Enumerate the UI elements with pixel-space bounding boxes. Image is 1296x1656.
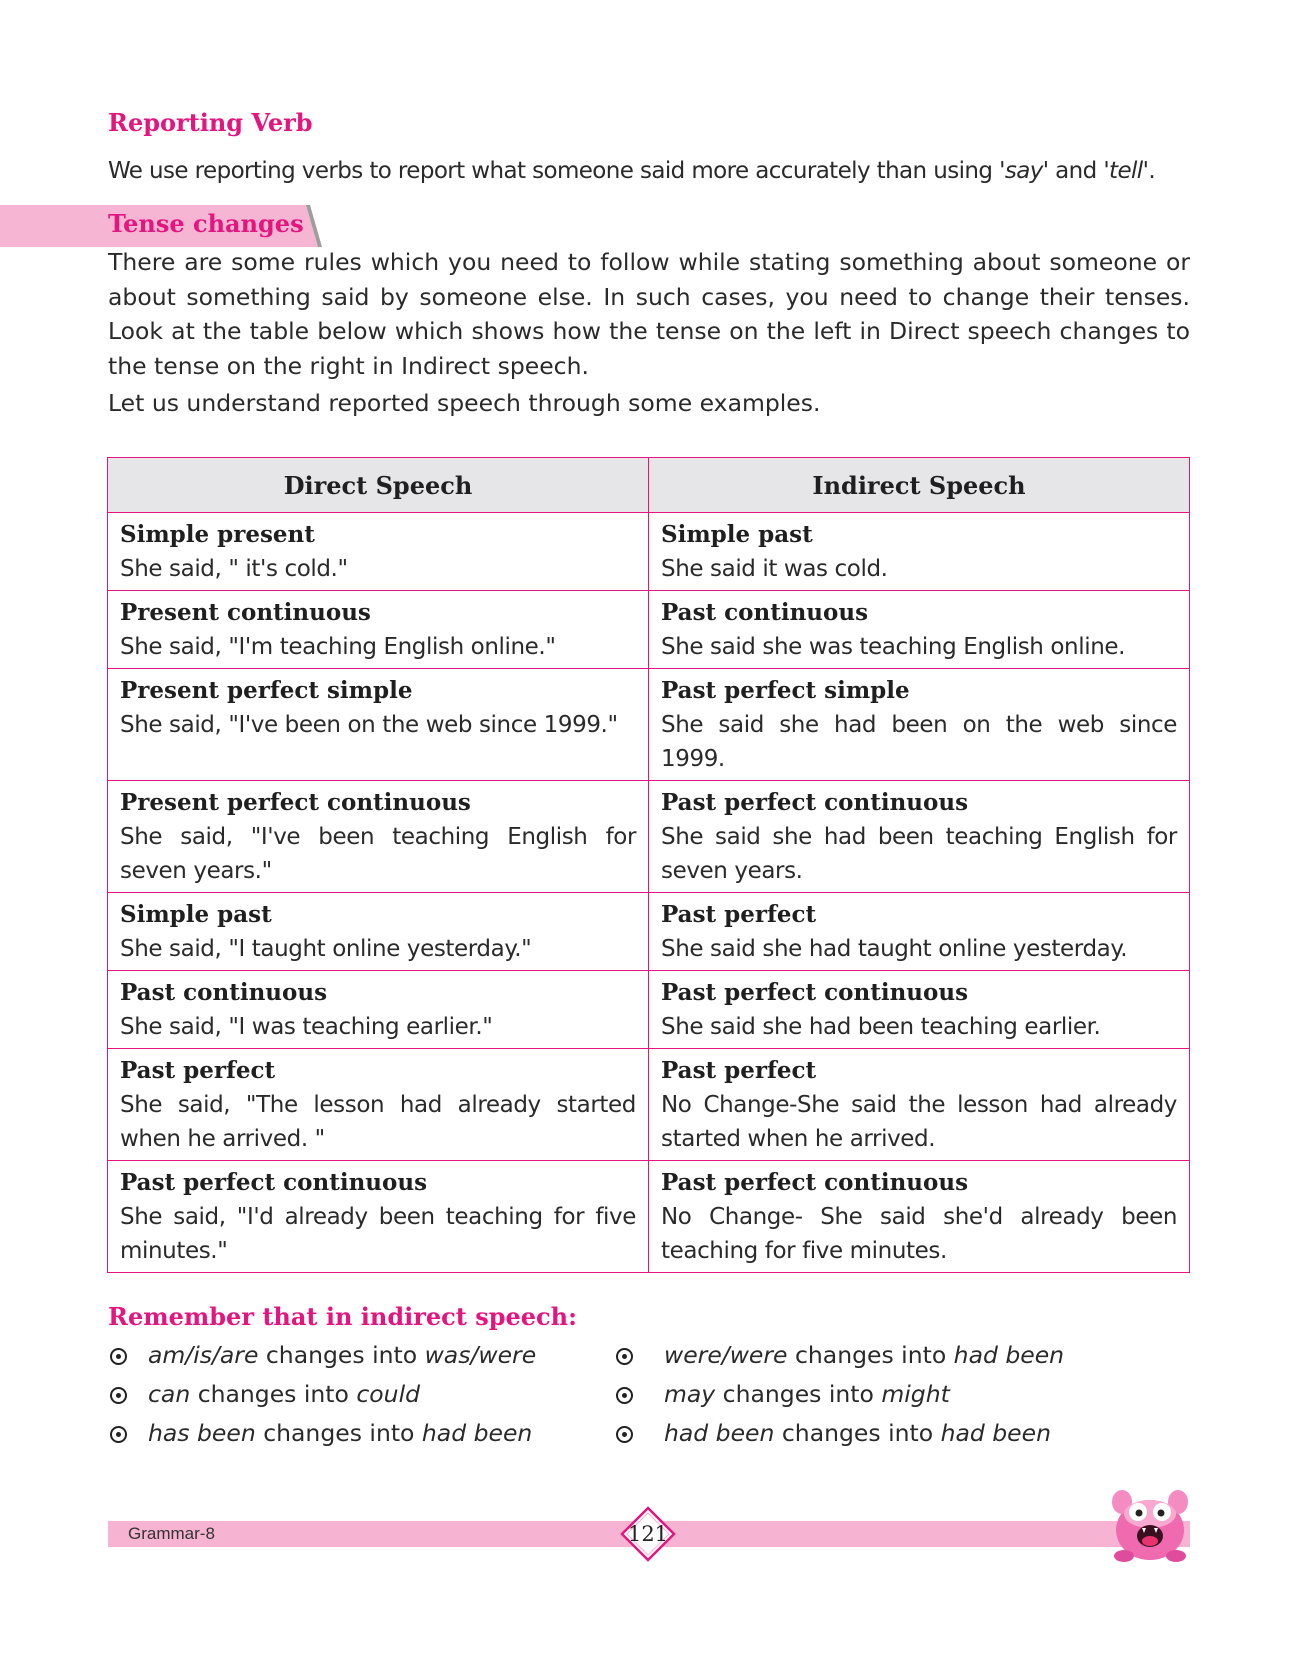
page-number: 121 [627,1522,669,1546]
bullet-circle-icon [110,1387,127,1404]
indirect-speech-cell [649,1161,1190,1273]
from-form: has been [148,1419,256,1447]
direct-example: She said, "I've been teaching English for seven years." [120,824,636,884]
remember-item [614,1375,1084,1414]
bullet-circle-icon [616,1426,633,1443]
tense-changes-heading: Tense changes [108,209,304,238]
changes-into-text: changes into [787,1341,954,1369]
direct-tense-name: Simple present [120,521,315,548]
monster-mascot-icon [1104,1480,1196,1568]
direct-speech-cell [108,513,649,591]
table-row [108,971,1190,1049]
direct-tense-name: Past continuous [120,979,328,1006]
direct-tense-name: Present continuous [120,599,371,626]
bullet-circle-icon [110,1426,127,1443]
indirect-example: No Change-She said the lesson had already started when he arrived. [661,1092,1177,1152]
direct-example: She said, "I was teaching earlier." [120,1014,493,1040]
header-direct-speech: Direct Speech [108,458,649,513]
indirect-speech-cell [649,669,1190,781]
indirect-example: She said it was cold. [661,556,888,582]
bullet-circle-icon [110,1348,127,1365]
remember-item [108,1336,578,1375]
reporting-text-part: '. [1142,158,1156,184]
table-header-row [108,458,1190,513]
direct-speech-cell [108,781,649,893]
from-form: can [148,1380,191,1408]
direct-example: She said, "I'm teaching English online." [120,634,556,660]
to-form: might [881,1380,950,1408]
table-row [108,781,1190,893]
bullet-circle-icon [616,1348,633,1365]
table-row [108,893,1190,971]
direct-tense-name: Present perfect continuous [120,789,471,816]
indirect-speech-cell [649,781,1190,893]
changes-into-text: changes into [774,1419,941,1447]
bullet-circle-icon [616,1387,633,1404]
from-form: were/were [664,1341,788,1369]
indirect-speech-cell [649,591,1190,669]
remember-heading: Remember that in indirect speech: [108,1302,577,1331]
indirect-tense-name: Past perfect continuous [661,789,969,816]
header-indirect-speech: Indirect Speech [649,458,1190,513]
direct-example: She said, "I taught online yesterday." [120,936,532,962]
word-say: say [1004,158,1043,184]
indirect-speech-cell [649,893,1190,971]
indirect-speech-cell [649,513,1190,591]
to-form: could [356,1380,421,1408]
table-row [108,669,1190,781]
book-title: Grammar-8 [128,1524,215,1543]
remember-list-right [614,1336,1084,1453]
remember-item [614,1414,1084,1453]
remember-item [108,1414,578,1453]
indirect-example: No Change- She said she'd already been teaching for five minutes. [661,1204,1177,1264]
from-form: am/is/are [148,1341,259,1369]
direct-tense-name: Present perfect simple [120,677,413,704]
changes-into-text: changes into [258,1341,425,1369]
indirect-example: She said she had been teaching English for seven years. [661,824,1177,884]
speech-table [107,457,1190,1273]
indirect-example: She said she had taught online yesterday. [661,936,1128,962]
direct-example: She said, " it's cold." [120,556,348,582]
indirect-tense-name: Past perfect [661,1057,817,1084]
indirect-speech-cell [649,971,1190,1049]
indirect-tense-name: Simple past [661,521,813,548]
table-row [108,513,1190,591]
from-form: may [664,1380,716,1408]
indirect-speech-cell [649,1049,1190,1161]
changes-into-text: changes into [715,1380,882,1408]
from-form: had been [664,1419,775,1447]
indirect-example: She said she had been on the web since 1999. [661,712,1177,772]
changes-into-text: changes into [255,1419,422,1447]
indirect-tense-name: Past perfect continuous [661,1169,969,1196]
direct-tense-name: Simple past [120,901,272,928]
reporting-text-part: We use reporting verbs to report what someone said more accurately than using ' [108,158,1005,184]
to-form: had been [940,1419,1051,1447]
table-row [108,1161,1190,1273]
remember-item [614,1336,1084,1375]
word-tell: tell [1109,158,1143,184]
reporting-text-part: ' and ' [1042,158,1110,184]
direct-tense-name: Past perfect [120,1057,276,1084]
examples-intro: Let us understand reported speech through some examples. [108,389,821,417]
indirect-tense-name: Past continuous [661,599,869,626]
direct-example: She said, "The lesson had already started when he arrived. " [120,1092,636,1152]
direct-speech-cell [108,971,649,1049]
indirect-example: She said she was teaching English online. [661,634,1126,660]
direct-example: She said, "I've been on the web since 1999." [120,712,618,738]
to-form: had been [953,1341,1065,1369]
direct-speech-cell [108,893,649,971]
direct-speech-cell [108,669,649,781]
table-row [108,591,1190,669]
remember-list-left [108,1336,578,1453]
table-row [108,1049,1190,1161]
direct-tense-name: Past perfect continuous [120,1169,428,1196]
tense-changes-paragraph: There are some rules which you need to follow while stating something about someone or about something said by someone else. In such cases, you need to change their tenses. Look at the table below which shows how the tense on the left in Direct speech changes to the tense on the right in Indirect speech. [108,248,1190,380]
reporting-verb-heading: Reporting Verb [108,108,313,137]
indirect-tense-name: Past perfect [661,901,817,928]
to-form: was/were [424,1341,537,1369]
direct-speech-cell [108,1049,649,1161]
indirect-tense-name: Past perfect continuous [661,979,969,1006]
direct-example: She said, "I'd already been teaching for five minutes." [120,1204,636,1264]
reporting-verb-text [108,158,1155,184]
direct-speech-cell [108,1161,649,1273]
indirect-tense-name: Past perfect simple [661,677,910,704]
direct-speech-cell [108,591,649,669]
changes-into-text: changes into [190,1380,357,1408]
to-form: had been [421,1419,533,1447]
indirect-example: She said she had been teaching earlier. [661,1014,1101,1040]
remember-item [108,1375,578,1414]
